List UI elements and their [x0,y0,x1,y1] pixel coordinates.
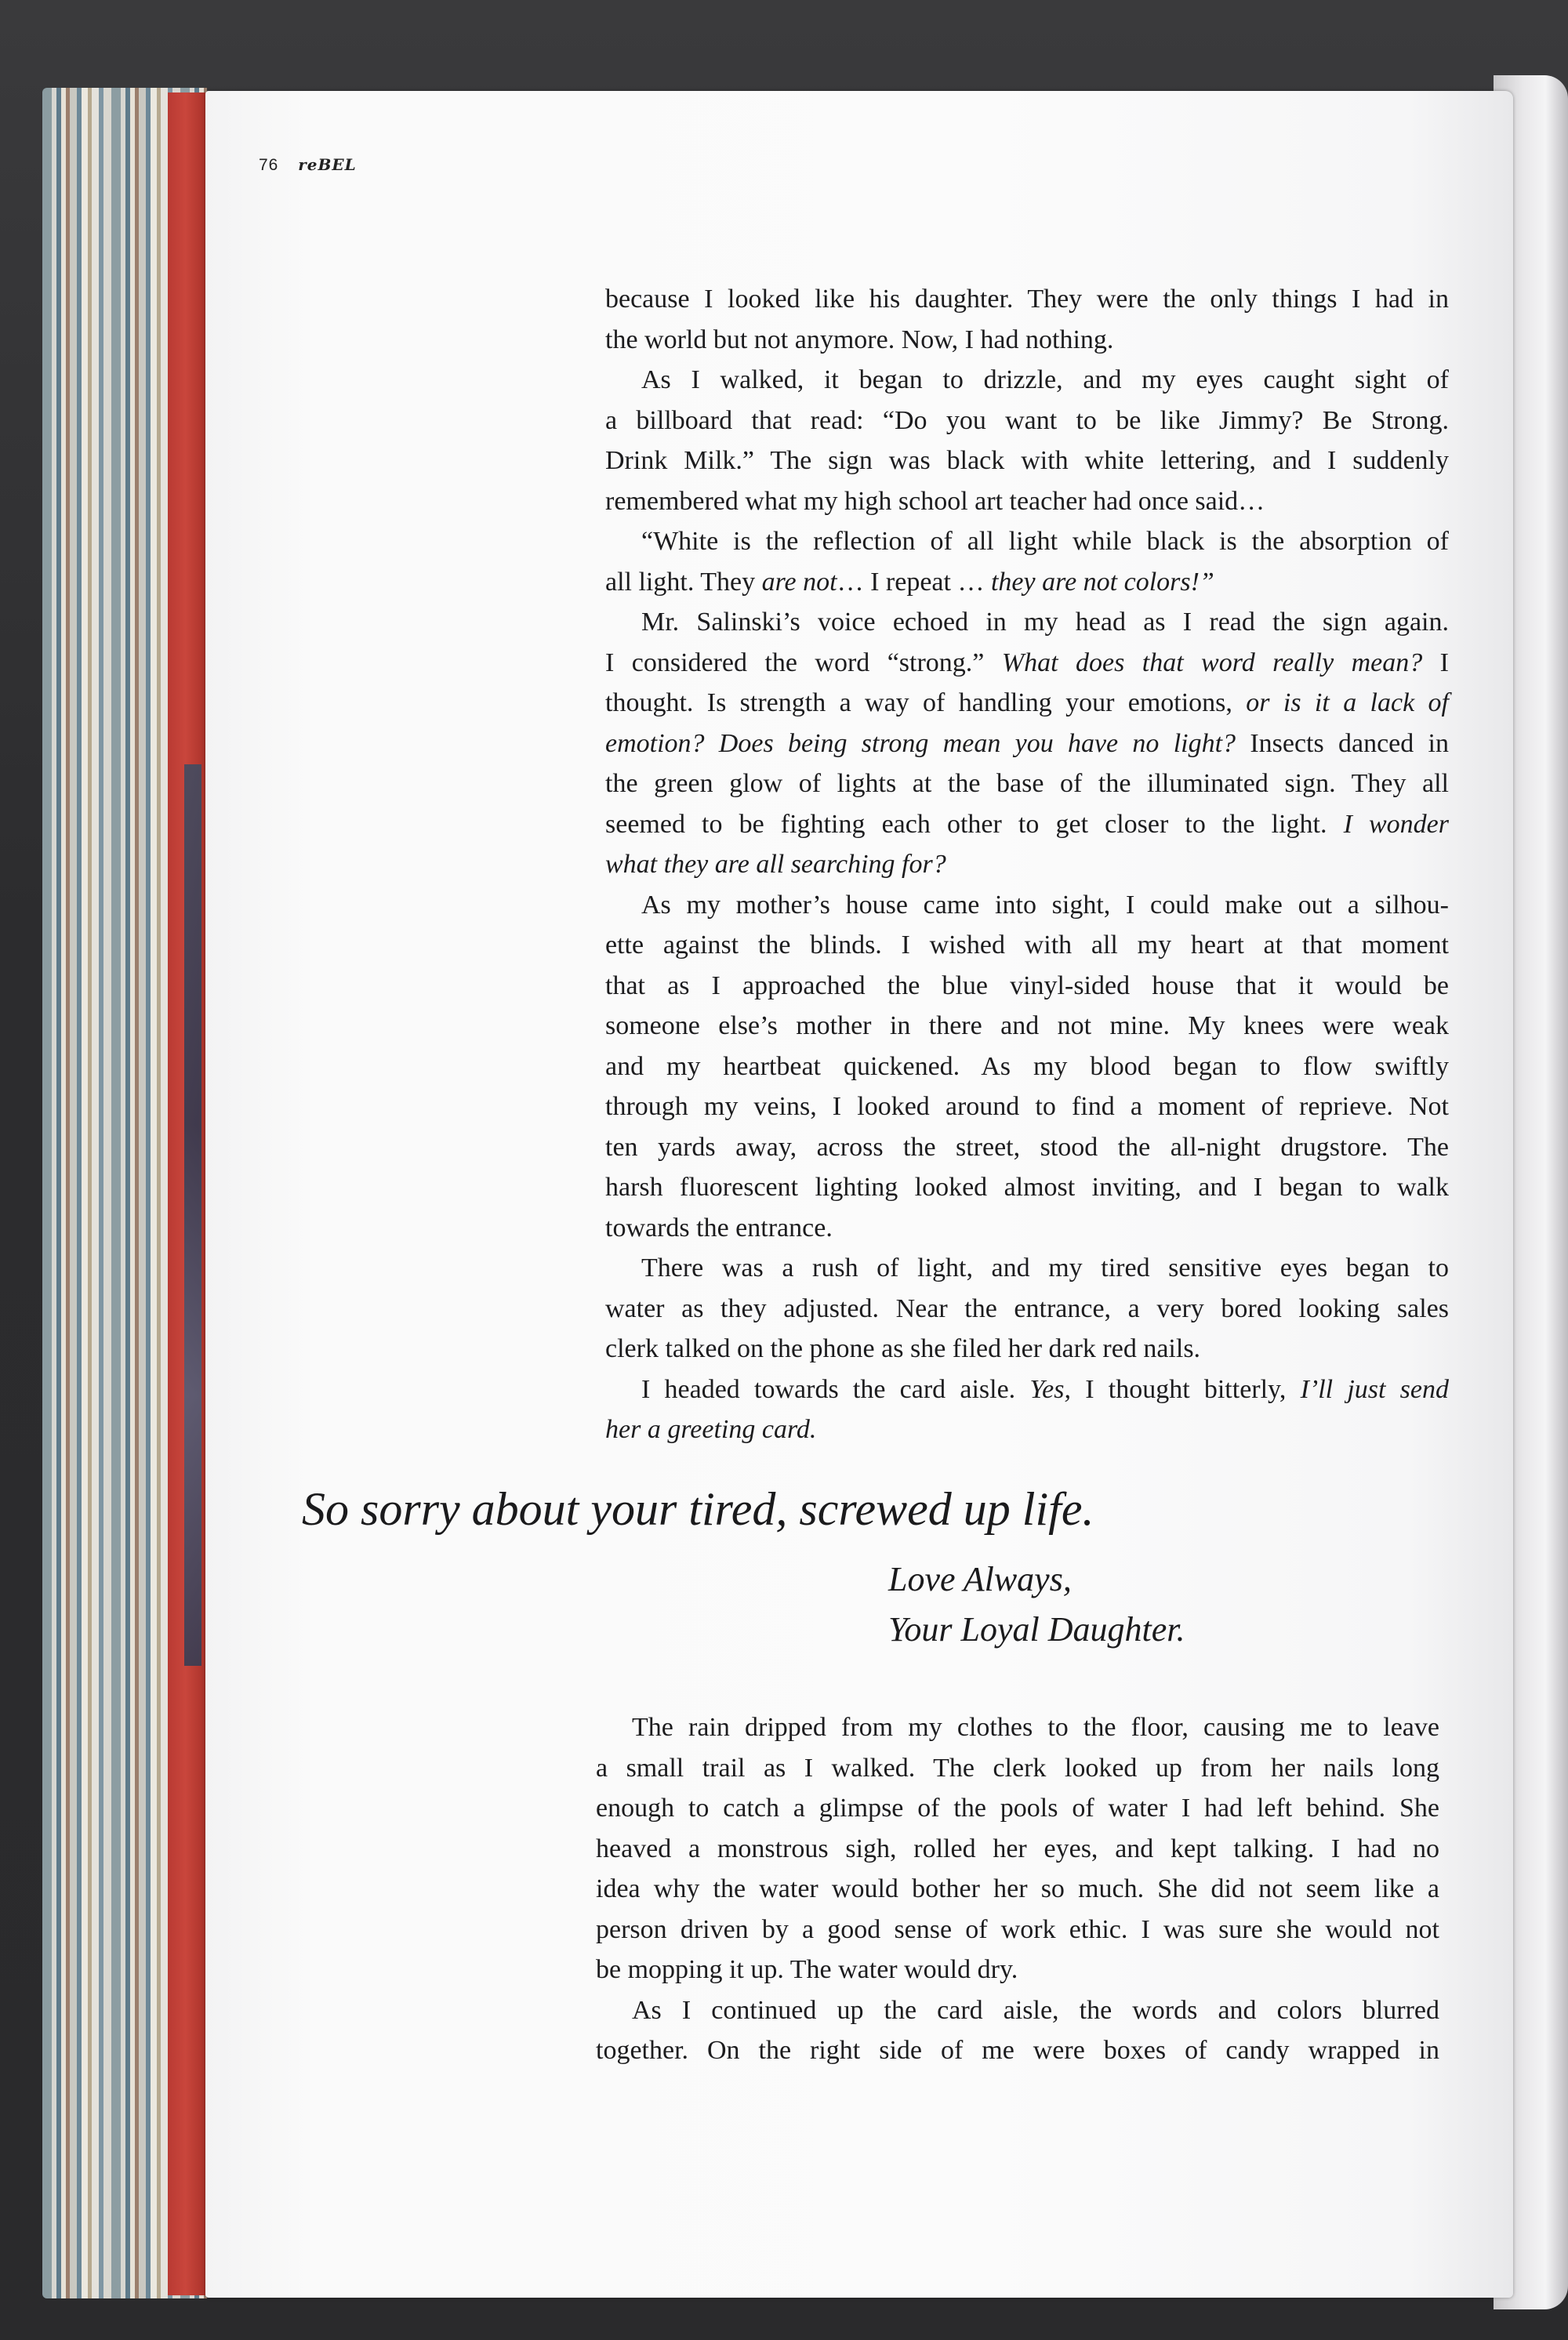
paragraph: “White is the reflection of all light while black is the absorption of all light. They are not… I repeat … they are not colors!” [605,527,1449,597]
page-edge-shadow [184,764,201,1666]
paragraph: As my mother’s house came into sight, I could make out a silhou- ette against the blinds. I wished with all my heart at that moment that as I approached the blue vinyl-sided house that it would be someone else’s mother in there and not mine. My knees were weak and my heartbeat quickened. As my blood began to flow swiftly through my veins, I looked around to find a moment of reprieve. Not ten yards away, across the street, stood the all-night drugstore. The harsh fluorescent lighting looked almost inviting, and I began to walk towards the entrance. [605,890,1449,1243]
running-header [259,155,357,175]
paragraph: The rain dripped from my clothes to the floor, causing me to leave a small trail as I walked. The clerk looked up from her nails long enough to catch a glimpse of the pools of water I had left behind. She heaved a monstrous sigh, rolled her eyes, and kept talking. I had no idea why the water would bother her so much. She did not seem like a person driven by a good sense of work ethic. I was sure she would not be mopping it up. The water would dry. [596,1713,1439,1984]
paragraph: As I walked, it began to drizzle, and my eyes caught sight of a billboard that read: “Do you want to be like Jimmy? Be Strong. Drink Milk.” The sign was black with white lettering, and I suddenly remembered what my high school art teacher had once said… [605,365,1449,516]
body-text-top [605,279,1449,1450]
paragraph: There was a rush of light, and my tired sensitive eyes began to water as they adjusted. Near the entrance, a very bored looking sales clerk talked on the phone as she filed her dark red nails. [605,1253,1449,1363]
paragraph: because I looked like his daughter. They were the only things I had in the world but not anymore. Now, I had nothing. [605,285,1449,354]
body-text-bottom [596,1707,1439,2071]
paragraph: As I continued up the card aisle, the words and colors blurred together. On the right side of me were boxes of candy wrapped in [596,1995,1439,2065]
card-closing: Love Always, [888,1560,1072,1598]
running-title: reBEL [298,155,357,174]
paragraph: I headed towards the card aisle. Yes, I thought bitterly, I’ll just send her a greeting card. [605,1374,1449,1444]
greeting-card-text [302,1478,1321,1649]
paragraph: Mr. Salinski’s voice echoed in my head as I read the sign again. I considered the word “strong.” What does that word really mean? I thought. Is strength a way of handling your emotions, or is it a lack of emotion? Does being strong mean you have no light? Insects danced in the green glow of lights at the base of the illuminated sign. They all seemed to be fighting each other to get closer to the light. I wonder what they are all searching for? [605,608,1449,879]
card-signature: Your Loyal Daughter. [888,1610,1185,1649]
page-number: 76 [259,156,279,174]
card-message: So sorry about your tired, screwed up life. [302,1483,1094,1535]
